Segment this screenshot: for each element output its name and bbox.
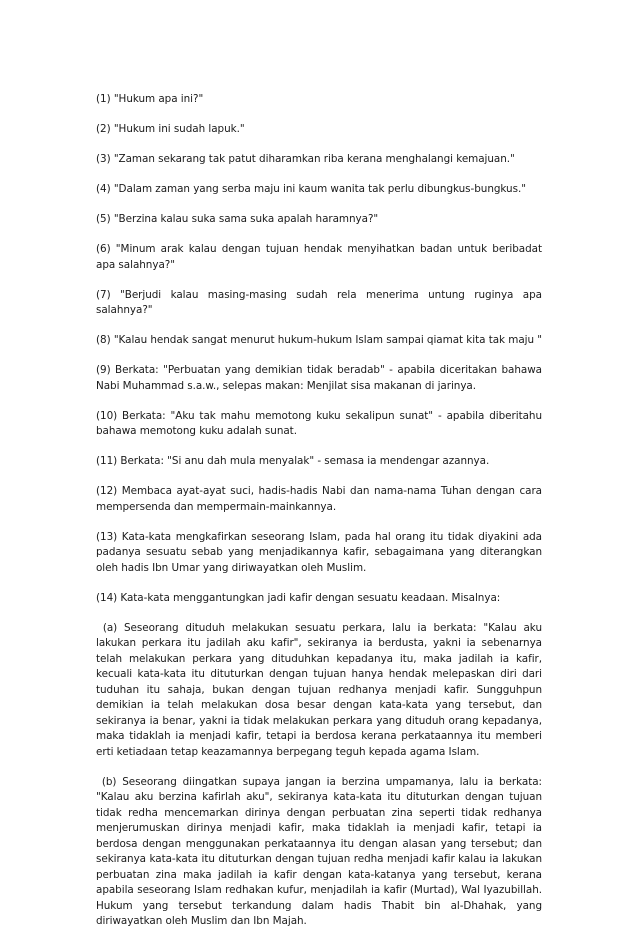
paragraph-3: (3) "Zaman sekarang tak patut diharamkan riba kerana menghalangi kemajuan." bbox=[96, 153, 515, 165]
paragraph-11: (11) Berkata: "Si anu dah mula menyalak" - semasa ia mendengar azannya. bbox=[96, 455, 490, 467]
paragraph-1: (1) "Hukum apa ini?" bbox=[96, 93, 204, 105]
paragraph-4: (4) "Dalam zaman yang serba maju ini kaum wanita tak perlu dibungkus-bungkus." bbox=[96, 183, 526, 195]
paragraph-14b: (b) Seseorang diingatkan supaya jangan ia berzina umpamanya, lalu ia berkata: "Kalau aku berzina kafirlah aku", sekiranya kata-kata itu dituturkan dengan tujuan tidak redha mencemarkan dirinya dengan perbuatan zina seperti tidak redhanya menjerumuskan dirinya menjadi kafir, maka tidaklah ia menjadi kafir, tetapi ia berdosa dengan menggunakan perkataannya itu dengan alasan yang tersebut; dan sekiranya kata-kata itu dituturkan dengan tujuan redha menjadi kafir kalau ia lakukan perbuatan zina maka jadilah ia kafir dengan kata-katanya yang tersebut, kerana apabila seseorang Islam redhakan kufur, menjadilah ia kafir (Murtad), Wal Iyazubillah. Hukum yang tersebut terkandung dalam hadis Thabit bin al-Dhahak, yang diriwayatkan oleh Muslim dan Ibn Majah. bbox=[96, 775, 546, 927]
paragraph-8: (8) "Kalau hendak sangat menurut hukum-hukum Islam sampai qiamat kita tak maju " bbox=[96, 334, 542, 346]
paragraph-10: (10) Berkata: "Aku tak mahu memotong kuku sekalipun sunat" - apabila diberitahu bahawa memotong kuku adalah sunat. bbox=[96, 409, 546, 437]
paragraph-12: (12) Membaca ayat-ayat suci, hadis-hadis Nabi dan nama-nama Tuhan dengan cara mempersenda dan mempermain-mainkannya. bbox=[96, 485, 546, 513]
paragraph-5: (5) "Berzina kalau suka sama suka apalah haramnya?" bbox=[96, 213, 379, 225]
paragraph-2: (2) "Hukum ini sudah lapuk." bbox=[96, 123, 245, 135]
paragraph-14: (14) Kata-kata menggantungkan jadi kafir dengan sesuatu keadaan. Misalnya: bbox=[96, 591, 501, 604]
document-page bbox=[96, 92, 546, 944]
paragraph-13: (13) Kata-kata mengkafirkan seseorang Islam, pada hal orang itu tidak diyakini ada padanya sesuatu sebab yang menjadikannya kafir, sebagaimana yang diterangkan oleh hadis Ibn Umar yang diriwayatkan oleh Muslim. bbox=[96, 530, 546, 574]
paragraph-6: (6) "Minum arak kalau dengan tujuan hendak menyihatkan badan untuk beribadat apa salahnya?" bbox=[96, 243, 546, 271]
paragraph-7: (7) "Berjudi kalau masing-masing sudah rela menerima untung ruginya apa salahnya?" bbox=[96, 288, 546, 316]
paragraph-9: (9) Berkata: "Perbuatan yang demikian tidak beradab" - apabila diceritakan bahawa Nabi Muhammad s.a.w., selepas makan: Menjilat sisa makanan di jarinya. bbox=[96, 364, 546, 392]
paragraph-14a: (a) Seseorang dituduh melakukan sesuatu perkara, lalu ia berkata: "Kalau aku lakukan perkara itu jadilah aku kafir", sekiranya ia berdusta, yakni ia sebenarnya telah melakukan perkara yang dituduhkan kepadanya itu, maka jadilah ia kafir, kecuali kata-kata itu dituturkan dengan tujuan hanya hendak melepaskan diri dari tuduhan itu sahaja, bukan dengan tujuan redhanya menjadi kafir. Sungguhpun demikian ia telah melakukan dosa besar dengan kata-kata yang tersebut, dan sekiranya ia benar, yakni ia tidak melakukan perkara yang dituduh orang kepadanya, maka tidaklah ia menjadi kafir, tetapi ia berdosa kerana perkataannya itu memberi erti ketiadaan tetap keazamannya berpegang teguh kepada agama Islam. bbox=[96, 621, 546, 758]
